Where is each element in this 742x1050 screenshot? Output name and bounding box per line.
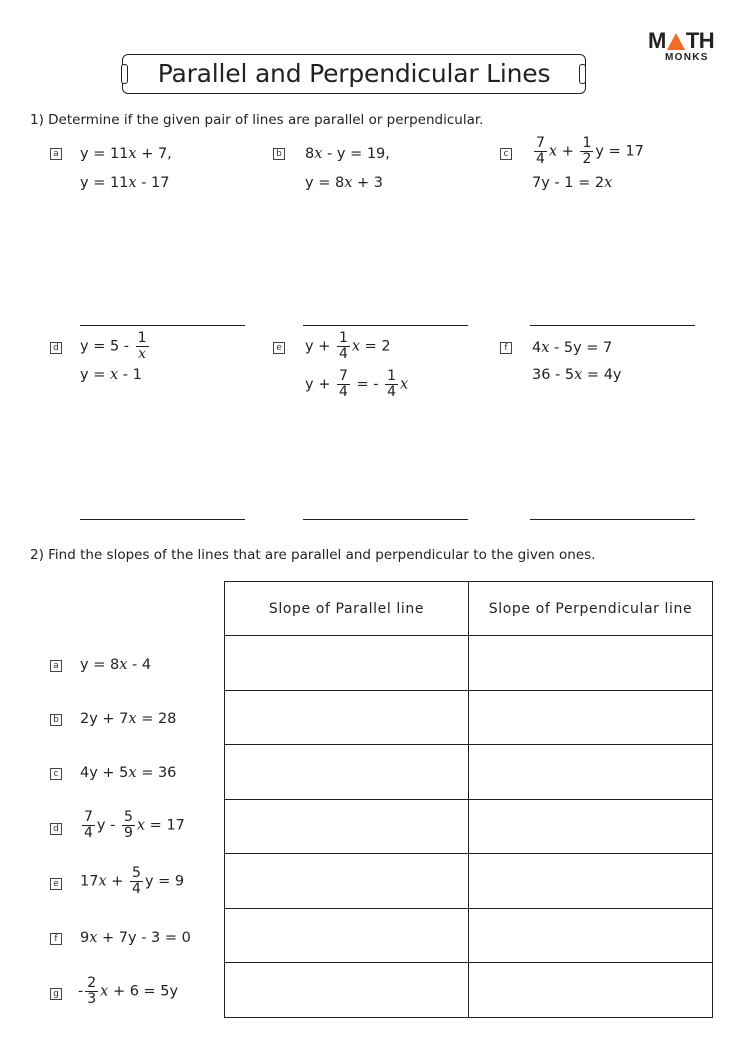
tag-2c: c	[50, 768, 62, 780]
answer-line-1e[interactable]	[303, 519, 468, 520]
math-monks-logo: M TH MONKS	[648, 28, 715, 63]
table-row	[225, 908, 713, 963]
table-row	[225, 636, 713, 691]
eq-1c-line2: 7y - 1 = 2x	[532, 175, 613, 191]
table-header-row	[225, 582, 713, 636]
slopes-table	[224, 581, 713, 1018]
table-row	[225, 854, 713, 909]
title-left-cap	[121, 64, 128, 84]
logo-triangle-icon	[667, 33, 685, 50]
tag-1c: c	[500, 148, 512, 160]
tag-2e: e	[50, 878, 62, 890]
page-title: Parallel and Perpendicular Lines	[122, 54, 586, 94]
cell-parallel-a[interactable]	[225, 636, 469, 691]
cell-perpendicular-a[interactable]	[469, 636, 713, 691]
answer-line-1c[interactable]	[530, 325, 695, 326]
tag-2g: g	[50, 988, 62, 1000]
table-row	[225, 745, 713, 800]
eq-1f-line1: 4x - 5y = 7	[532, 340, 613, 356]
cell-parallel-g[interactable]	[225, 963, 469, 1018]
eq-1a-line2: y = 11x - 17	[80, 175, 170, 191]
answer-line-1d[interactable]	[80, 519, 245, 520]
tag-1b: b	[273, 148, 285, 160]
tag-1f: f	[500, 342, 512, 354]
cell-perpendicular-c[interactable]	[469, 745, 713, 800]
eq-2b: 2y + 7x = 28	[80, 711, 177, 727]
eq-2c: 4y + 5x = 36	[80, 765, 177, 781]
column-header-parallel: Slope of Parallel line	[225, 582, 469, 636]
tag-1e: e	[273, 342, 285, 354]
tag-2d: d	[50, 823, 62, 835]
table-row	[225, 690, 713, 745]
eq-1c-line1: $\frac{7}{4}$ x + $\frac{1}{2}$ y = 17	[536, 135, 644, 167]
eq-1d-line2: y = x - 1	[80, 367, 142, 383]
cell-perpendicular-f[interactable]	[469, 908, 713, 963]
tag-2a: a	[50, 660, 62, 672]
eq-2e: 17x + $\frac{5}{4}$ y = 9	[80, 865, 185, 897]
question-1-heading: 1) Determine if the given pair of lines are parallel or perpendicular.	[30, 112, 484, 128]
table-row	[225, 963, 713, 1018]
tag-2b: b	[50, 714, 62, 726]
question-2-heading: 2) Find the slopes of the lines that are parallel and perpendicular to the given ones.	[30, 547, 596, 563]
answer-line-1a[interactable]	[80, 325, 245, 326]
eq-1e-line1: y + $\frac{1}{4}$ x = 2	[305, 330, 391, 362]
eq-1d-line1: y = 5 - $\frac{1}{x}$	[80, 330, 147, 362]
cell-perpendicular-b[interactable]	[469, 690, 713, 745]
answer-line-1f[interactable]	[530, 519, 695, 520]
eq-1e-line2: y + $\frac{7}{4}$ = - $\frac{1}{4}$ x	[305, 368, 409, 400]
cell-parallel-f[interactable]	[225, 908, 469, 963]
eq-1b-line2: y = 8x + 3	[305, 175, 383, 191]
column-header-perpendicular: Slope of Perpendicular line	[469, 582, 713, 636]
cell-perpendicular-d[interactable]	[469, 799, 713, 854]
cell-parallel-e[interactable]	[225, 854, 469, 909]
table-row	[225, 799, 713, 854]
tag-2f: f	[50, 933, 62, 945]
answer-line-1b[interactable]	[303, 325, 468, 326]
cell-parallel-d[interactable]	[225, 799, 469, 854]
eq-1f-line2: 36 - 5x = 4y	[532, 367, 622, 383]
tag-1d: d	[50, 342, 62, 354]
eq-2a: y = 8x - 4	[80, 657, 152, 673]
eq-2f: 9x + 7y - 3 = 0	[80, 930, 191, 946]
cell-parallel-b[interactable]	[225, 690, 469, 745]
title-right-cap	[579, 64, 586, 84]
cell-perpendicular-e[interactable]	[469, 854, 713, 909]
cell-perpendicular-g[interactable]	[469, 963, 713, 1018]
eq-2d: $\frac{7}{4}$ y - $\frac{5}{9}$ x = 17	[84, 809, 185, 841]
eq-2g: - $\frac{2}{3}$ x + 6 = 5y	[78, 975, 179, 1007]
cell-parallel-c[interactable]	[225, 745, 469, 800]
eq-1b-line1: 8x - y = 19,	[305, 146, 390, 162]
tag-1a: a	[50, 148, 62, 160]
eq-1a-line1: y = 11x + 7,	[80, 146, 172, 162]
